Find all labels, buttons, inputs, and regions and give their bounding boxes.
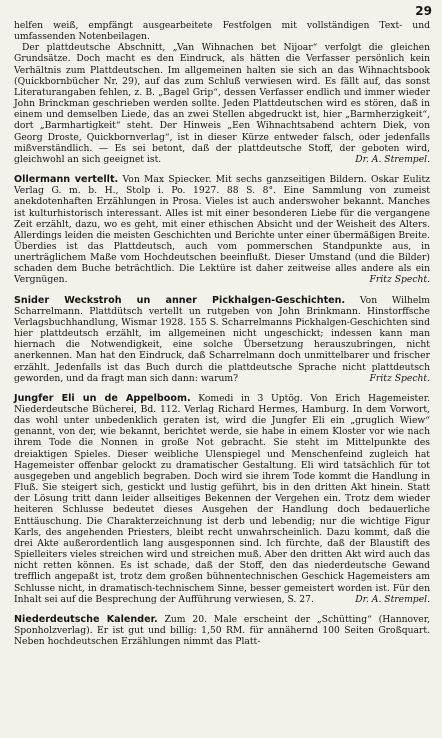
review-signature: Fritz Specht. <box>369 274 430 286</box>
review-signature: Fritz Specht. <box>369 372 430 384</box>
intro-lead: helfen weiß, empfängt ausgearbeitete Festfolgen mit vollständigen Text- und umfassenden Notenbeilagen. <box>14 20 430 43</box>
review-text: Komedi in 3 Uptög. Von Erich Hagemeister. Niederdeutsche Bücherei, Bd. 112. Verlag Richard Hermes, Hamburg. In dem Vorwort, das wohl unter unbedenklich geraten ist, wird die Jungfer Eli ein „gruglich Wiew“ genannt, von der, wie bekannt, berichtet werde, sie habe in einem Kloster vor wie nach ihrem Tode die Nonnen in große Not gebracht. Sie steht im Mittelpunkte des dreiaktigen Spieles. Dieser weibliche Ulenspiegel und Menschenfeind zugleich hat Hagemeister offenbar gelockt zu dramatischer Gestaltung. Eli wird tatsächlich für tot ausgegeben und angeblich begraben. Doch wird sie ihrem Tode kommt die Handlung in Fluß. Sie steigert sich, gestickt und lustig geführt, bis in den dritten Akt hinein. Statt der Lösung tritt dann leider allseitiges Bekennen der Vergehen ein. Trotz dem wieder heiteren Schlusse bedeutet dieses Ausgehen der Handlung doch bedauerliche Enttäuschung. Die Charakterzeichnung ist derb und lebendig; nur die wichtige Figur Karls, des angehenden Priesters, bleibt recht unwahrscheinlich. Dazu kommt, daß die drei Akte außerordentlich lang ausgesponnen sind. Ich fürchte, daß der Blaustift des Spielleiters vieles streichen wird und streichen muß. Aber den dritten Akt wird auch das nicht retten können. Es ist schade, daß der Stoff, den das niederdeutsche Gewand trefflich angepaßt ist, trotz dem großen bühnentechnischen Geschick Hagemeisters am Schlusse nicht, in dramatisch-technischem Sinne, besser gemeistert worden ist. Für den Inhalt sei auf die Besprechung der Aufführung verwiesen, S. 27. <box>14 392 430 605</box>
page-number: 29 <box>415 4 432 18</box>
review-title: Jungfer Eli un de Appelboom. <box>14 392 191 404</box>
page-content <box>14 20 430 647</box>
review-signature: Dr. A. Strempel. <box>355 593 430 605</box>
review-text: Von Max Spiecker. Mit sechs ganzseitigen Bildern. Oskar Eulitz Verlag G. m. b. H., Stolp i. Po. 1927. 88 S. 8°. Eine Sammlung von zumeist anekdotenhaften Erzählungen in Prosa. Vieles ist auch anderswoher bekannt. Manches ist kulturhistorisch interessant. Alles ist mit einer besonderen Liebe für die vergangene Zeit erzählt, dazu, wo es geht, mit einer ethischen Absicht und der Weisheit des Alters. Allerdings leiden die meisten Geschichten und Berichte unter einer übermäßigen Breite. Überdies ist das Plattdeutsch, auch vom pommerschen Standpunkte aus, in unerträglichem Maße vom Hochdeutschen beeinflußt. Dieser Umstand (und die Bilder) schaden dem Buche beträchtlich. Die Lektüre ist daher zeitweise alles andere als ein Vergnügen. <box>14 174 431 286</box>
review-jungfer-eli <box>14 393 430 605</box>
intro-body-text: Der plattdeutsche Abschnitt, „Van Wihnachen bet Nijoar“ verfolgt die gleichen Grundsätze. Doch macht es den Eindruck, als hätten die Verfasser persönlich kein Verhältnis zum Plattdeutschen. Im allgemeinen halten sie sich an das Wihnachtsbook (Quickbornbücher Nr. 29), auf das zum Schluß verwiesen wird. Es fällt auf, das sonst Literaturangaben fehlen, z. B. „Bagel Grip“, dessen Verfasser endlich und immer wieder John Brinckman geschrieben werden sollte. Jeden Plattdeutschen wird es stören, daß in einem und demselben Liede, das an zwei Stellen abgedruckt ist, hier „Barmherzigkeit“, dort „Barmhartigkeit“ steht. Der Hinweis „Een Wihnachtsabend achtern Diek, von Georg Droste, Quickbornverlag“, ist in dieser Kürze entweder falsch, oder jedenfalls mißverständlich. — Es sei betont, daß der plattdeutsche Stoff, der geboten wird, gleichwohl an sich geeignet ist. <box>14 42 430 165</box>
review-title: Ollermann vertellt. <box>14 174 119 186</box>
review-snider-weckstroh <box>14 295 430 384</box>
review-ollermann <box>14 174 430 286</box>
review-niederdeutsche-kalender <box>14 614 430 647</box>
intro-body <box>14 42 430 165</box>
intro-signature: Dr. A. Strempel. <box>355 153 430 165</box>
review-title: Snider Weckstroh un anner Pickhalgen-Geschichten. <box>14 294 346 306</box>
review-text: Von Wilhelm Scharrelmann. Plattdütsch vertellt un rutgeben von John Brinkmann. Hinstorffsche Verlagsbuchhandlung, Wismar 1928. 155 S. Scharrelmanns Pickhalgen-Geschichten sind hier plattdeutsch erzählt, im allgemeinen nicht ungeschickt; indessen kann man hiernach die Notwendigkeit, eine solche Übersetzung herauszubringen, nicht anerkennen. Man hat den Eindruck, daß Scharrelmann doch unmittelbarer und frischer erzählt. Jedenfalls ist das Buch durch die plattdeutsche Sprache nicht plattdeutsch geworden, und da fragt man sich dann: warum? <box>14 294 431 384</box>
review-text: Zum 20. Male erscheint der „Schütting“ (Hannover, Sponholzverlag). Er ist gut und billig: 1,50 RM. für annähernd 100 Seiten Großquart. Neben hochdeutschen Erzählungen nimmt das Platt- <box>14 613 430 648</box>
review-title: Niederdeutsche Kalender. <box>14 613 158 625</box>
